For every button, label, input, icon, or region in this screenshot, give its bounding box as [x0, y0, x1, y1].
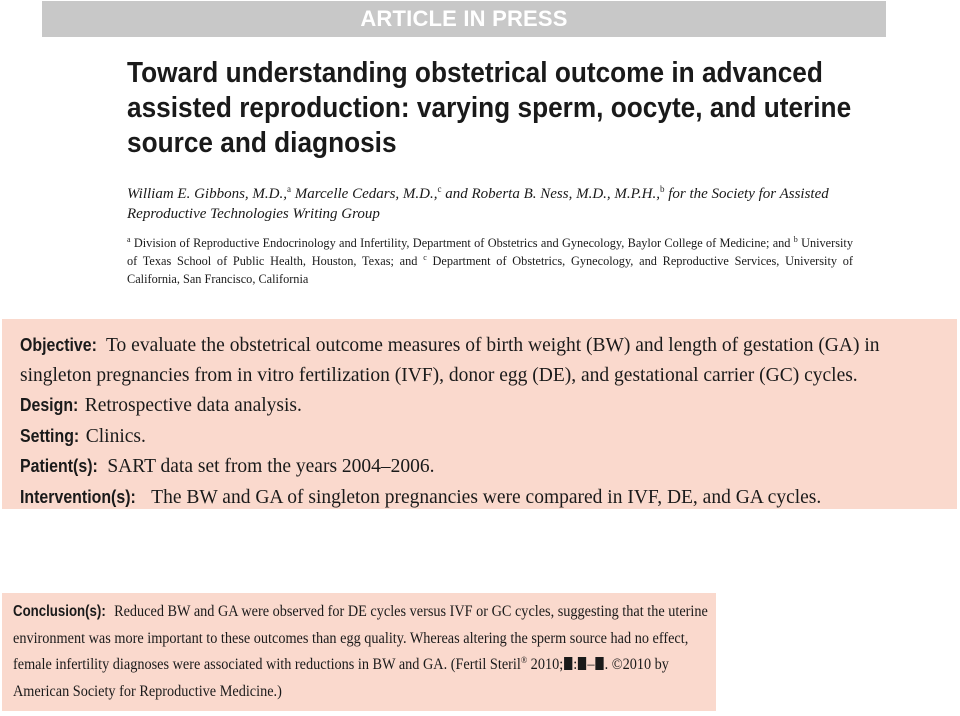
author-cedars: Marcelle Cedars, M.D.,	[294, 186, 438, 202]
objective-text: To evaluate the obstetrical outcome measures of birth weight (BW) and length of gestation (GA) in singleton pregnancies from in vitro fertilization (IVF), donor egg (DE), and gestational carrier (GC) cycles.	[20, 335, 880, 386]
affiliations	[127, 234, 853, 288]
author-affiliation-mark: b	[659, 184, 665, 194]
author-ness: Roberta B. Ness, M.D., M.P.H.,	[471, 186, 660, 202]
registered-mark: ®	[520, 655, 528, 665]
intervention-text: The BW and GA of singleton pregnancies were compared in IVF, DE, and GA cycles.	[151, 486, 822, 508]
patients-text: SART data set from the years 2004–2006.	[107, 456, 435, 477]
abstract-objective	[20, 330, 950, 390]
conclusion-box	[2, 593, 716, 711]
citation-colon: :	[573, 656, 578, 673]
abstract-patients	[20, 451, 950, 482]
conclusion-text	[13, 599, 712, 705]
setting-text: Clinics.	[85, 425, 146, 447]
article-in-press-banner: ARTICLE IN PRESS	[42, 1, 886, 37]
affiliation-mark: a	[127, 235, 131, 244]
patients-label: Patient(s):	[20, 455, 98, 476]
objective-label: Objective:	[20, 334, 97, 355]
writing-group: for the Society for Assisted Reproductive Technologies Writing Group	[127, 186, 829, 222]
conclusion-body: Reduced BW and GA were observed for DE cycles versus IVF or GC cycles, suggesting that the uterine environment was more important to these outcomes than egg quality. Whereas altering the sperm source had no effect, female infertility diagnoses were associated with reductions in BW and GA. (Fertil Steril	[13, 603, 708, 673]
author-affiliation-mark: a	[287, 184, 291, 194]
design-label: Design:	[20, 394, 79, 415]
volume-placeholder-block	[564, 657, 572, 670]
page-end-placeholder-block	[595, 657, 603, 670]
abstract-text	[20, 330, 950, 512]
article-title: Toward understanding obstetrical outcome in advanced assisted reproduction: varying sperm, oocyte, and uterine source and diagnosis	[127, 57, 852, 159]
conclusion-label: Conclusion(s):	[13, 603, 106, 620]
setting-label: Setting:	[20, 424, 80, 446]
citation-dash: –	[587, 656, 595, 673]
affiliation-conjunction: and	[772, 236, 791, 250]
page-start-placeholder-block	[578, 657, 586, 670]
author-gibbons: William E. Gibbons, M.D.,	[127, 186, 287, 202]
abstract-box	[2, 319, 957, 509]
affiliation-a: Division of Reproductive Endocrinology and Infertility, Department of Obstetrics and Gynecology, Baylor College of Medicine;	[133, 236, 770, 250]
author-affiliation-mark: c	[437, 184, 442, 194]
author-list	[127, 184, 867, 224]
affiliation-mark: b	[793, 235, 798, 244]
affiliation-b: University of Texas School of Public Health, Houston, Texas; and	[127, 236, 853, 268]
affiliation-mark: c	[423, 253, 427, 262]
abstract-design	[20, 390, 950, 421]
design-text: Retrospective data analysis.	[84, 395, 302, 416]
intervention-label: Intervention(s):	[20, 485, 136, 507]
affiliation-c: Department of Obstetrics, Gynecology, and Reproductive Services, University of California, San Francisco, California	[127, 254, 854, 286]
abstract-setting	[20, 421, 950, 452]
author-conjunction: and	[445, 186, 468, 202]
copyright-text: . ©2010 by American Society for Reproductive Medicine.)	[13, 656, 669, 700]
abstract-intervention	[20, 482, 950, 513]
citation-year: 2010;	[530, 656, 564, 673]
